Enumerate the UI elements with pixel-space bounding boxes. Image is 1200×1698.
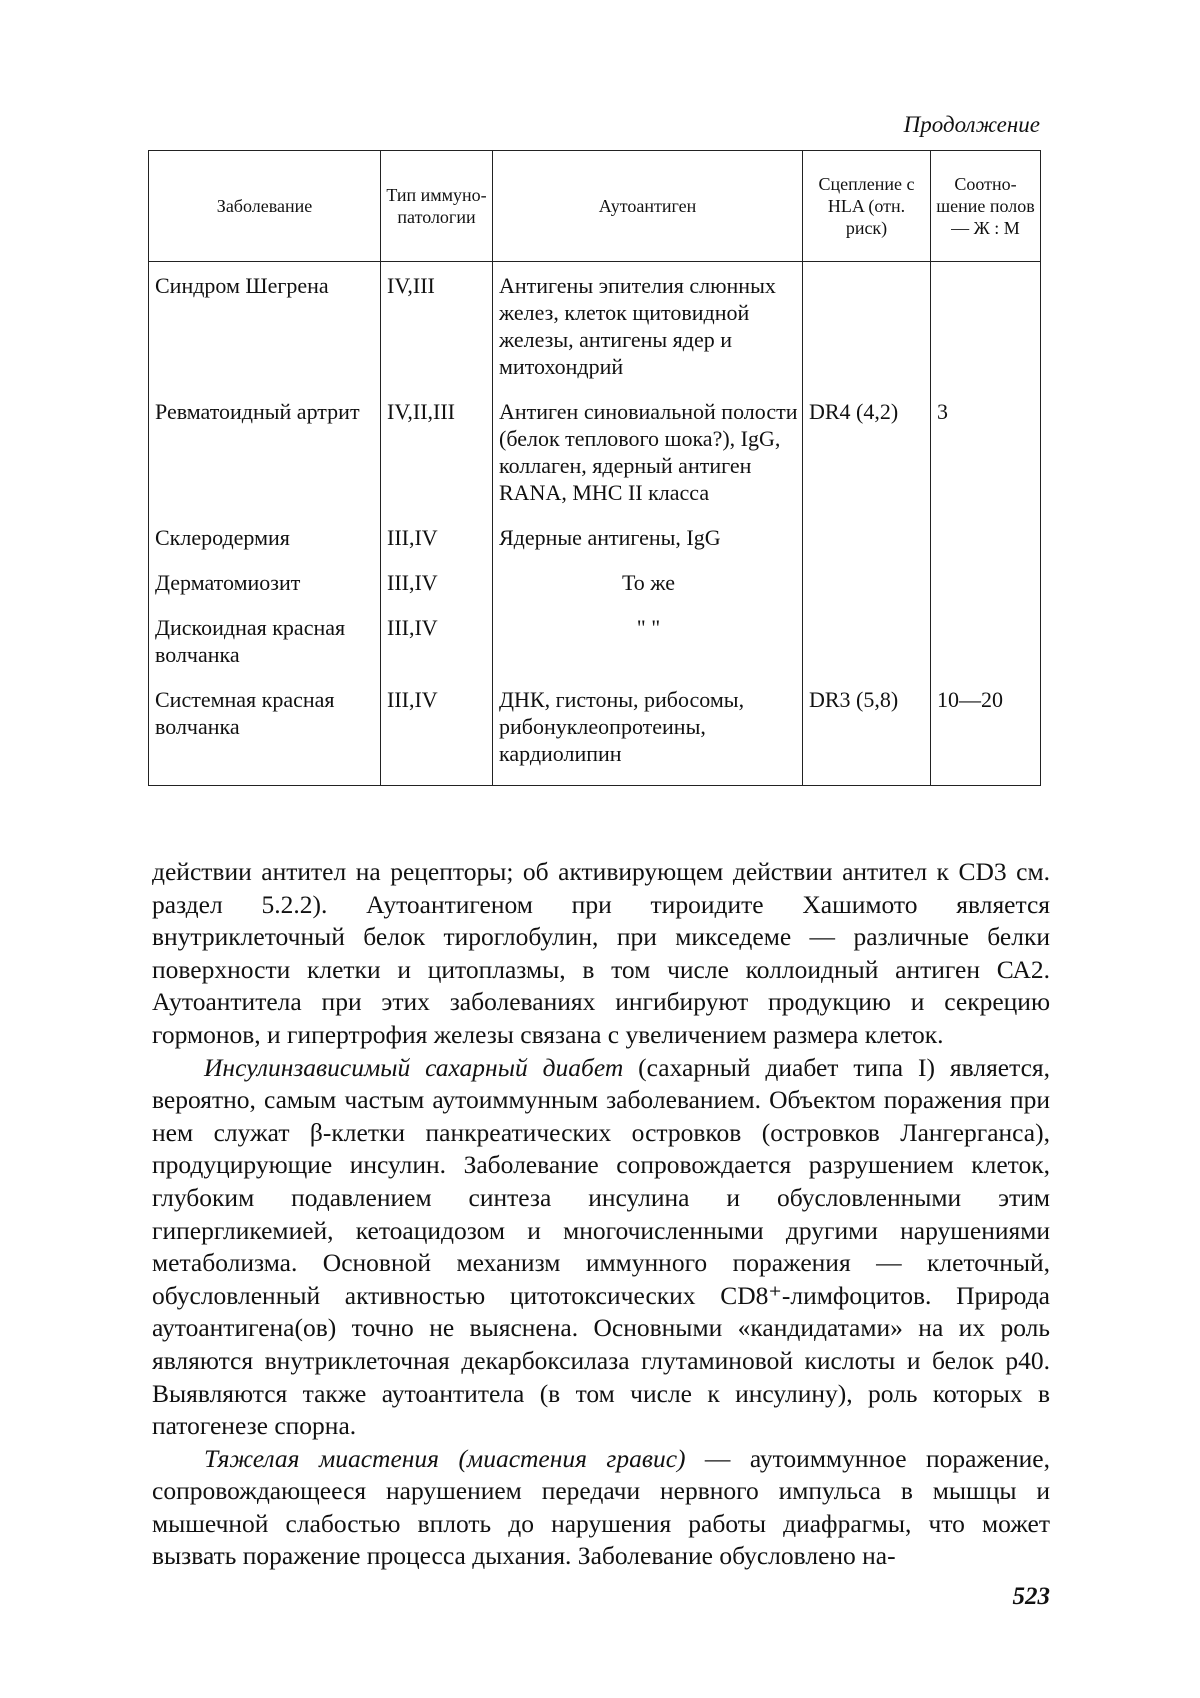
- table-row: [149, 676, 1041, 786]
- header-hla: Сцепление с HLA (отн. риск): [803, 151, 931, 262]
- cell-antigen: Антигены эпителия слюнных желез, клеток щитовидной железы, антигены ядер и митохондрий: [493, 262, 803, 389]
- cell-ratio: 3: [931, 388, 1041, 514]
- cell-hla: [803, 262, 931, 389]
- page-number: 523: [1012, 1583, 1050, 1610]
- header-sex-ratio: Соотно-шение полов — Ж : М: [931, 151, 1041, 262]
- cell-hla: [803, 559, 931, 604]
- cell-antigen: ДНК, гистоны, рибосомы, рибонуклеопротеины, кардиолипин: [493, 676, 803, 786]
- table-row: [149, 388, 1041, 514]
- cell-ratio: [931, 514, 1041, 559]
- autoimmune-disease-table: [148, 150, 1041, 786]
- cell-antigen: То же: [493, 559, 803, 604]
- cell-antigen: " ": [493, 604, 803, 676]
- cell-antigen: Антиген синовиальной полости (белок теплового шока?), IgG, коллаген, ядерный антиген RANA, MHC II класса: [493, 388, 803, 514]
- body-text: [152, 856, 1050, 1573]
- header-autoantigen: Аутоантиген: [493, 151, 803, 262]
- table-row: [149, 604, 1041, 676]
- paragraph-myasthenia-text: — аутоиммунное поражение, сопровождающееся нарушением передачи нервного импульса в мышцы и мышечной слабостью вплоть до нарушения работы диафрагмы, что может вызвать поражение процесса дыхания. Заболевание обусловлено на-: [152, 1443, 1050, 1571]
- paragraph-myasthenia: [152, 1443, 1050, 1573]
- cell-disease: Дискоидная красная волчанка: [149, 604, 381, 676]
- cell-hla: [803, 514, 931, 559]
- continuation-label: Продолжение: [903, 112, 1040, 137]
- cell-ratio: [931, 262, 1041, 389]
- cell-ratio: [931, 604, 1041, 676]
- paragraph-diabetes-text: (сахарный диабет типа I) является, вероятно, самым частым аутоиммунным заболеванием. Объектом поражения при нем служат β-клетки панкреатических островков (островков Лангерганса), продуцирующие инсулин. Заболевание сопровождается разрушением клеток, глубоким подавлением синтеза инсулина и обусловленными этим гипергликемией, кетоацидозом и многочисленными другими нарушениями метаболизма. Основной механизм иммунного поражения — клеточный, обусловленный активностью цитотоксических CD8⁺-лимфоцитов. Природа аутоантигена(ов) точно не выяснена. Основными «кандидатами» на их роль являются внутриклеточная декарбоксилаза глутаминовой кислоты и белок p40. Выявляются также аутоантитела (в том числе к инсулину), роль которых в патогенезе спорна.: [152, 1052, 1050, 1441]
- cell-type: III,IV: [381, 514, 493, 559]
- cell-antigen: Ядерные антигены, IgG: [493, 514, 803, 559]
- term-myasthenia: Тяжелая миастения (миастения гравис): [204, 1443, 686, 1473]
- cell-type: III,IV: [381, 604, 493, 676]
- table-row: [149, 262, 1041, 389]
- cell-hla: [803, 604, 931, 676]
- paragraph-diabetes: [152, 1052, 1050, 1443]
- cell-type: IV,III: [381, 262, 493, 389]
- header-disease: Заболевание: [149, 151, 381, 262]
- header-pathology-type: Тип иммуно-патологии: [381, 151, 493, 262]
- cell-type: IV,II,III: [381, 388, 493, 514]
- cell-hla: DR4 (4,2): [803, 388, 931, 514]
- cell-ratio: [931, 559, 1041, 604]
- cell-type: III,IV: [381, 676, 493, 786]
- table-row: [149, 559, 1041, 604]
- disease-table-wrapper: [148, 150, 1040, 786]
- cell-disease: Склеродермия: [149, 514, 381, 559]
- cell-disease: Ревматоидный артрит: [149, 388, 381, 514]
- paragraph-thyroid: действии антител на рецепторы; об активирующем действии антител к CD3 см. раздел 5.2.2). Аутоантигеном при тироидите Хашимото является внутриклеточный белок тироглобулин, при микседеме — различные белки поверхности клетки и цитоплазмы, в том числе коллоидный антиген СА2. Аутоантитела при этих заболеваниях ингибируют продукцию и секрецию гормонов, и гипертрофия железы связана с увеличением размера клеток.: [152, 857, 1050, 1049]
- cell-type: III,IV: [381, 559, 493, 604]
- table-header-row: [149, 151, 1041, 262]
- table-row: [149, 514, 1041, 559]
- term-diabetes: Инсулинзависимый сахарный диабет: [204, 1052, 624, 1082]
- cell-ratio: 10—20: [931, 676, 1041, 786]
- cell-hla: DR3 (5,8): [803, 676, 931, 786]
- cell-disease: Дерматомиозит: [149, 559, 381, 604]
- cell-disease: Системная красная волчанка: [149, 676, 381, 786]
- cell-disease: Синдром Шегрена: [149, 262, 381, 389]
